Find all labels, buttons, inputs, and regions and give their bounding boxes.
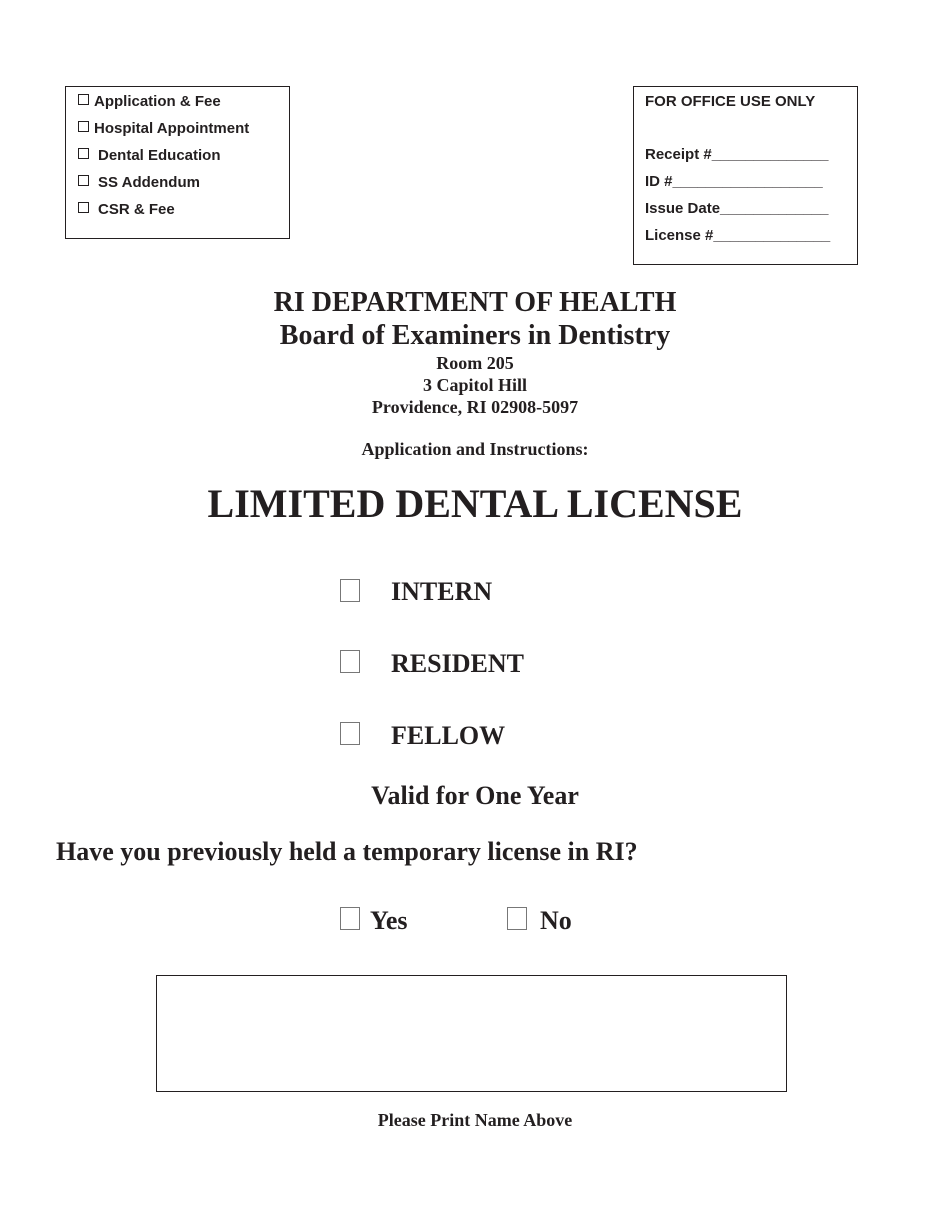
checkbox-icon[interactable] <box>78 202 89 213</box>
office-use-box <box>633 86 858 265</box>
address-city: Providence, RI 02908-5097 <box>371 397 579 417</box>
field-blank[interactable]: ______________ <box>711 146 829 163</box>
fellow-label: FELLOW <box>391 721 506 750</box>
checklist-label: Application & Fee <box>94 93 221 110</box>
field-label: Receipt # <box>645 146 712 163</box>
yes-checkbox[interactable] <box>340 907 360 930</box>
checkbox-icon[interactable] <box>78 94 89 105</box>
checklist-item[interactable] <box>78 196 249 223</box>
board-name: Board of Examiners in Dentistry <box>279 320 671 351</box>
subtitle: Application and Instructions: <box>361 439 589 459</box>
field-blank[interactable]: ______________ <box>713 227 831 244</box>
field-label: Issue Date <box>645 200 721 217</box>
office-field-issue-date <box>645 195 830 222</box>
office-title: FOR OFFICE USE ONLY <box>645 93 816 110</box>
checklist-item[interactable] <box>78 142 249 169</box>
fellow-checkbox[interactable] <box>340 722 360 745</box>
name-input-box[interactable] <box>156 975 787 1092</box>
no-checkbox[interactable] <box>507 907 527 930</box>
field-blank[interactable]: __________________ <box>672 173 823 190</box>
no-label: No <box>540 906 572 935</box>
checkbox-icon[interactable] <box>78 175 89 186</box>
previous-license-question: Have you previously held a temporary license in RI? <box>56 837 638 866</box>
address-room: Room 205 <box>436 353 514 373</box>
checklist-item[interactable] <box>78 169 249 196</box>
checklist-item[interactable] <box>78 88 249 115</box>
address-street: 3 Capitol Hill <box>422 375 527 395</box>
checklist-label: Hospital Appointment <box>94 120 250 137</box>
validity-note: Valid for One Year <box>371 781 579 810</box>
office-field-receipt <box>645 141 830 168</box>
checklist-box <box>65 86 290 239</box>
yes-label: Yes <box>370 906 408 935</box>
field-label: ID # <box>645 173 673 190</box>
checklist-item[interactable] <box>78 115 249 142</box>
form-title: LIMITED DENTAL LICENSE <box>207 481 743 526</box>
intern-label: INTERN <box>391 577 493 606</box>
resident-label: RESIDENT <box>391 649 524 678</box>
intern-checkbox[interactable] <box>340 579 360 602</box>
checkbox-icon[interactable] <box>78 148 89 159</box>
checklist-label: Dental Education <box>98 147 221 164</box>
checklist-label: SS Addendum <box>98 174 200 191</box>
office-field-license <box>645 222 830 249</box>
checklist-label: CSR & Fee <box>98 201 175 218</box>
field-blank[interactable]: _____________ <box>720 200 829 217</box>
name-caption: Please Print Name Above <box>377 1110 573 1130</box>
office-field-id <box>645 168 830 195</box>
resident-checkbox[interactable] <box>340 650 360 673</box>
department-name: RI DEPARTMENT OF HEALTH <box>273 287 677 318</box>
checkbox-icon[interactable] <box>78 121 89 132</box>
field-label: License # <box>645 227 714 244</box>
